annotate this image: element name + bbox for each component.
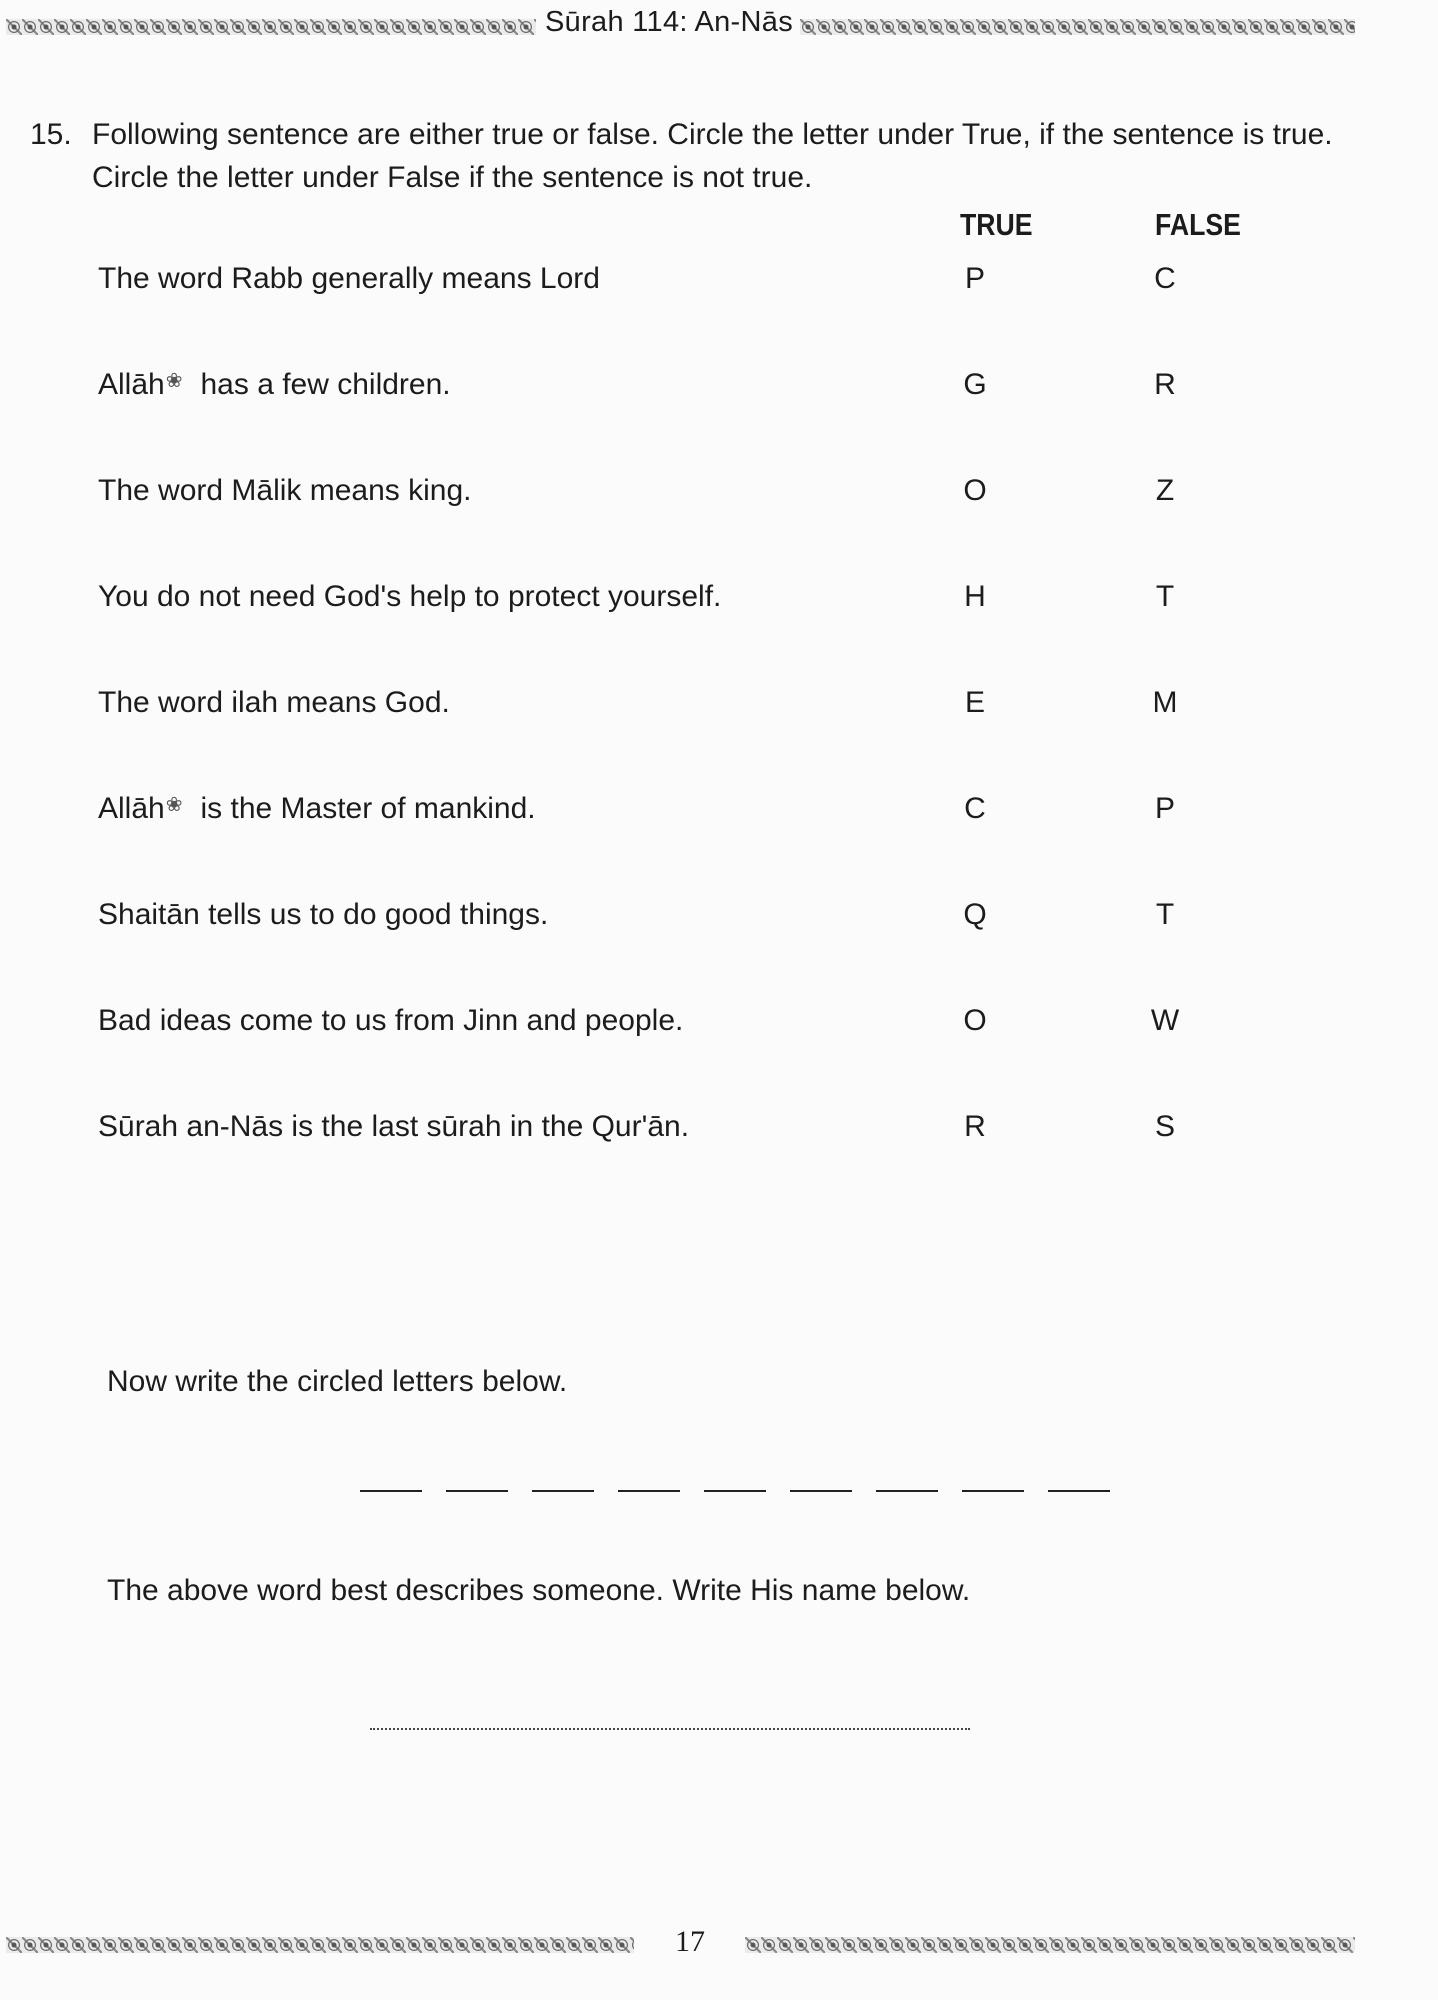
page-header-title: Sūrah 114: An-Nās bbox=[545, 6, 793, 38]
false-letter[interactable]: T bbox=[1155, 898, 1175, 931]
name-answer-line[interactable] bbox=[370, 1728, 970, 1730]
statement-row bbox=[0, 792, 1438, 842]
footer-ornament-right bbox=[745, 1937, 1355, 1953]
letter-blank[interactable] bbox=[876, 1490, 938, 1492]
honorific-seal-icon: ❀ bbox=[165, 370, 183, 392]
letter-blank[interactable] bbox=[446, 1490, 508, 1492]
false-letter[interactable]: R bbox=[1154, 368, 1176, 401]
true-letter[interactable]: Q bbox=[963, 898, 987, 931]
statement-row bbox=[0, 686, 1438, 736]
false-letter[interactable]: M bbox=[1152, 686, 1178, 719]
statement-row bbox=[0, 898, 1438, 948]
statement-text: The word Mālik means king. bbox=[98, 474, 472, 507]
describe-prompt: The above word best describes someone. Write His name below. bbox=[107, 1574, 971, 1607]
statement-text: You do not need God's help to protect yourself. bbox=[98, 580, 722, 613]
letter-blank[interactable] bbox=[704, 1490, 766, 1492]
statement-row bbox=[0, 1004, 1438, 1054]
true-letter[interactable]: H bbox=[964, 580, 986, 613]
honorific-seal-icon: ❀ bbox=[165, 794, 183, 816]
question-instructions: Following sentence are either true or false. Circle the letter under True, if the sentence is true. Circle the letter under False if the sentence is not true. bbox=[92, 118, 1333, 194]
statement-text: Shaitān tells us to do good things. bbox=[98, 898, 549, 931]
statement-text: Bad ideas come to us from Jinn and people. bbox=[98, 1004, 684, 1037]
statement-text: The word Rabb generally means Lord bbox=[98, 262, 600, 295]
letter-blank[interactable] bbox=[360, 1490, 422, 1492]
write-letters-prompt: Now write the circled letters below. bbox=[107, 1365, 568, 1398]
false-letter[interactable]: W bbox=[1150, 1004, 1180, 1037]
header-ornament-right bbox=[800, 19, 1355, 35]
false-letter[interactable]: P bbox=[1154, 792, 1175, 825]
header-ornament-left bbox=[6, 19, 536, 35]
statement-text: Allāh❀ has a few children. bbox=[98, 368, 451, 401]
letter-blank[interactable] bbox=[1048, 1490, 1110, 1492]
true-letter[interactable]: E bbox=[964, 686, 985, 719]
false-column-header: FALSE bbox=[1155, 207, 1241, 242]
false-letter[interactable]: Z bbox=[1155, 474, 1175, 507]
false-letter[interactable]: S bbox=[1154, 1110, 1175, 1143]
true-letter[interactable]: O bbox=[963, 1004, 987, 1037]
statement-row bbox=[0, 580, 1438, 630]
true-letter[interactable]: P bbox=[964, 262, 985, 295]
footer-ornament-left bbox=[6, 1937, 634, 1953]
letter-blank[interactable] bbox=[618, 1490, 680, 1492]
statement-text: Allāh❀ is the Master of mankind. bbox=[98, 792, 536, 825]
true-letter[interactable]: G bbox=[963, 368, 987, 401]
page-number: 17 bbox=[675, 1925, 705, 1958]
false-letter[interactable]: C bbox=[1154, 262, 1176, 295]
letter-blank[interactable] bbox=[962, 1490, 1024, 1492]
statement-row bbox=[0, 1110, 1438, 1160]
letter-blank[interactable] bbox=[532, 1490, 594, 1492]
statement-row bbox=[0, 474, 1438, 524]
true-letter[interactable]: C bbox=[964, 792, 986, 825]
statement-text: Sūrah an-Nās is the last sūrah in the Qur'ān. bbox=[98, 1110, 690, 1143]
true-letter[interactable]: O bbox=[963, 474, 987, 507]
false-letter[interactable]: T bbox=[1155, 580, 1175, 613]
letter-blank[interactable] bbox=[790, 1490, 852, 1492]
true-column-header: TRUE bbox=[960, 207, 1033, 242]
true-letter[interactable]: R bbox=[964, 1110, 986, 1143]
statement-row bbox=[0, 262, 1438, 312]
statement-row bbox=[0, 368, 1438, 418]
question-number: 15. bbox=[30, 118, 72, 151]
statement-text: The word ilah means God. bbox=[98, 686, 450, 719]
